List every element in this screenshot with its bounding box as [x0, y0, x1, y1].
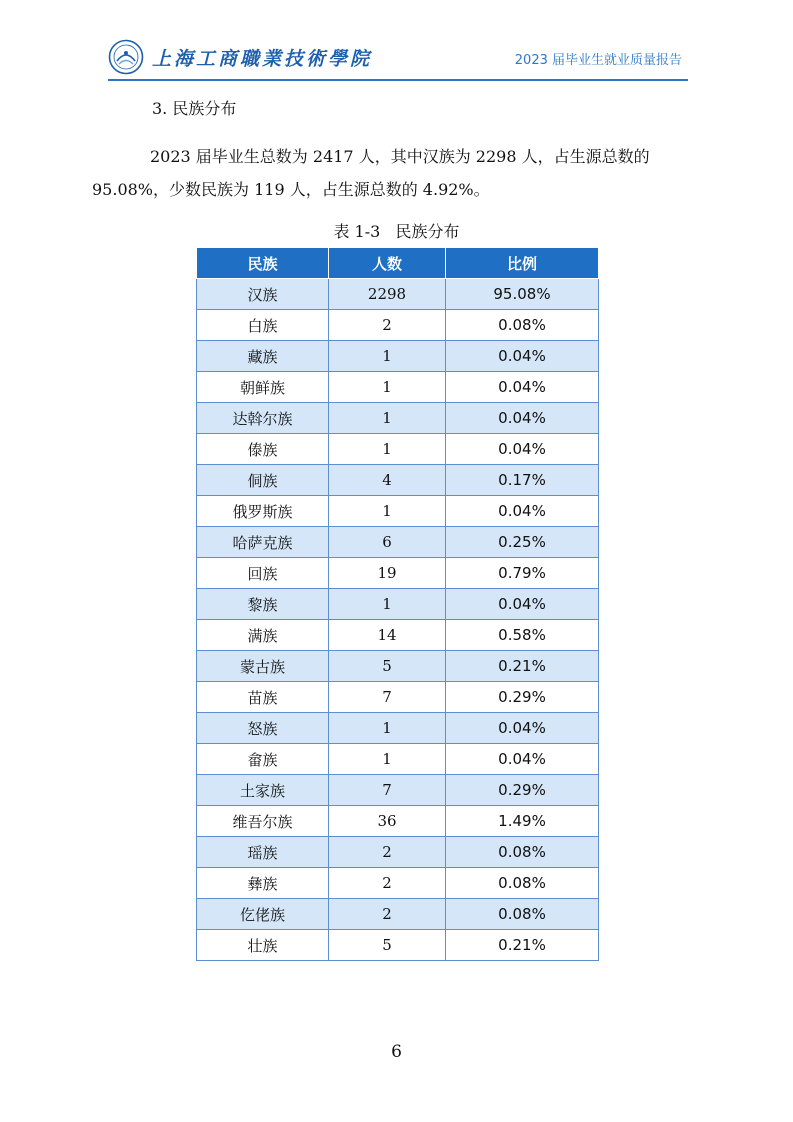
cell-count: 2 — [329, 899, 446, 930]
cell-ratio: 0.04% — [446, 341, 599, 372]
cell-count: 19 — [329, 558, 446, 589]
cell-ethnicity: 壮族 — [197, 930, 329, 961]
cell-ratio: 0.29% — [446, 775, 599, 806]
cell-count: 1 — [329, 744, 446, 775]
cell-ratio: 1.49% — [446, 806, 599, 837]
cell-ratio: 0.04% — [446, 713, 599, 744]
table-row — [197, 279, 599, 310]
cell-count: 2298 — [329, 279, 446, 310]
cell-ratio: 0.04% — [446, 434, 599, 465]
table-row — [197, 589, 599, 620]
cell-ratio: 0.04% — [446, 744, 599, 775]
cell-count: 1 — [329, 403, 446, 434]
cell-ethnicity: 朝鲜族 — [197, 372, 329, 403]
cell-ratio: 0.17% — [446, 465, 599, 496]
cell-ratio: 0.08% — [446, 899, 599, 930]
cell-count: 7 — [329, 775, 446, 806]
table-row — [197, 527, 599, 558]
table-row — [197, 558, 599, 589]
column-header-ratio: 比例 — [446, 248, 599, 279]
school-name: 上海工商職業技術學院 — [152, 48, 373, 70]
cell-ethnicity: 瑶族 — [197, 837, 329, 868]
cell-count: 2 — [329, 868, 446, 899]
table-row — [197, 651, 599, 682]
header-divider — [108, 79, 688, 81]
cell-ethnicity: 苗族 — [197, 682, 329, 713]
page-number: 6 — [391, 1042, 402, 1062]
cell-ratio: 95.08% — [446, 279, 599, 310]
table-row — [197, 310, 599, 341]
cell-ratio: 0.29% — [446, 682, 599, 713]
cell-ethnicity: 俄罗斯族 — [197, 496, 329, 527]
cell-ratio: 0.04% — [446, 496, 599, 527]
cell-count: 1 — [329, 341, 446, 372]
cell-ethnicity: 维吾尔族 — [197, 806, 329, 837]
table-row — [197, 713, 599, 744]
table-row — [197, 775, 599, 806]
table-row — [197, 744, 599, 775]
cell-count: 6 — [329, 527, 446, 558]
column-header-ethnicity: 民族 — [197, 248, 329, 279]
table-row — [197, 496, 599, 527]
cell-count: 36 — [329, 806, 446, 837]
cell-ethnicity: 彝族 — [197, 868, 329, 899]
cell-ratio: 0.04% — [446, 589, 599, 620]
table-row — [197, 682, 599, 713]
cell-ratio: 0.21% — [446, 651, 599, 682]
cell-ethnicity: 达斡尔族 — [197, 403, 329, 434]
cell-ratio: 0.58% — [446, 620, 599, 651]
table-row — [197, 899, 599, 930]
table-row — [197, 837, 599, 868]
cell-count: 1 — [329, 713, 446, 744]
report-title: 2023 届毕业生就业质量报告 — [514, 53, 682, 68]
cell-ratio: 0.08% — [446, 868, 599, 899]
table-row — [197, 930, 599, 961]
cell-ratio: 0.04% — [446, 403, 599, 434]
cell-count: 1 — [329, 372, 446, 403]
cell-count: 14 — [329, 620, 446, 651]
school-logo-icon — [108, 39, 144, 75]
cell-ethnicity: 傣族 — [197, 434, 329, 465]
cell-count: 2 — [329, 837, 446, 868]
table-body — [197, 279, 599, 961]
page-header — [108, 36, 686, 80]
cell-count: 1 — [329, 589, 446, 620]
table-row — [197, 620, 599, 651]
table-row — [197, 465, 599, 496]
cell-ethnicity: 藏族 — [197, 341, 329, 372]
cell-ethnicity: 黎族 — [197, 589, 329, 620]
table-header-row — [197, 248, 599, 279]
table-row — [197, 341, 599, 372]
cell-count: 4 — [329, 465, 446, 496]
paragraph-line: 2023 届毕业生总数为 2417 人，其中汉族为 2298 人，占生源总数的 — [150, 147, 650, 166]
cell-ethnicity: 满族 — [197, 620, 329, 651]
cell-ratio: 0.04% — [446, 372, 599, 403]
cell-ratio: 0.08% — [446, 837, 599, 868]
cell-ethnicity: 仡佬族 — [197, 899, 329, 930]
cell-ethnicity: 汉族 — [197, 279, 329, 310]
cell-ratio: 0.21% — [446, 930, 599, 961]
cell-ethnicity: 回族 — [197, 558, 329, 589]
cell-ratio: 0.25% — [446, 527, 599, 558]
cell-ethnicity: 哈萨克族 — [197, 527, 329, 558]
cell-count: 1 — [329, 496, 446, 527]
cell-count: 5 — [329, 651, 446, 682]
cell-ethnicity: 畲族 — [197, 744, 329, 775]
table-row — [197, 868, 599, 899]
body-paragraph — [92, 140, 678, 206]
cell-ethnicity: 白族 — [197, 310, 329, 341]
column-header-count: 人数 — [329, 248, 446, 279]
table-row — [197, 372, 599, 403]
table-row — [197, 806, 599, 837]
cell-ethnicity: 土家族 — [197, 775, 329, 806]
cell-count: 7 — [329, 682, 446, 713]
cell-ethnicity: 怒族 — [197, 713, 329, 744]
cell-ethnicity: 侗族 — [197, 465, 329, 496]
cell-count: 2 — [329, 310, 446, 341]
cell-ratio: 0.79% — [446, 558, 599, 589]
cell-count: 1 — [329, 434, 446, 465]
cell-ethnicity: 蒙古族 — [197, 651, 329, 682]
paragraph-line: 95.08%，少数民族为 119 人，占生源总数的 4.92%。 — [92, 180, 490, 199]
table-row — [197, 403, 599, 434]
cell-ratio: 0.08% — [446, 310, 599, 341]
section-title: 3. 民族分布 — [152, 99, 237, 118]
table-row — [197, 434, 599, 465]
cell-count: 5 — [329, 930, 446, 961]
ethnicity-table — [196, 247, 598, 961]
table-caption: 表 1-3 民族分布 — [333, 222, 460, 241]
